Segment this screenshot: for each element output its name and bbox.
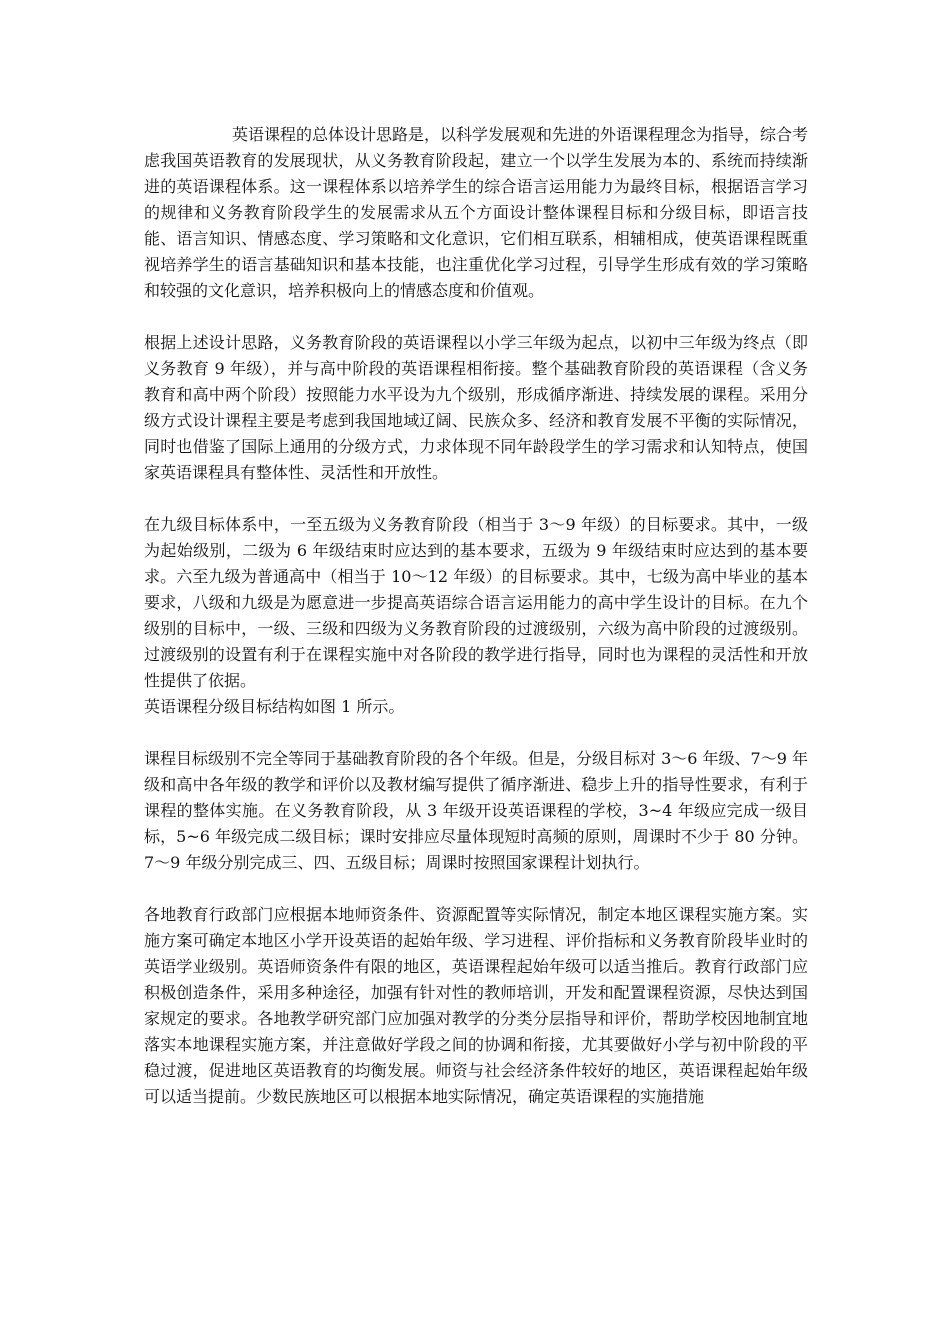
document-body bbox=[144, 122, 808, 1110]
paragraph-design-approach-text: 英语课程的总体设计思路是，以科学发展观和先进的外语课程理念为指导，综合考虑我国英语教育的发展现状，从义务教育阶段起，建立一个以学生发展为本的、系统而持续渐进的英语课程体系。这一课程体系以培养学生的综合语言运用能力为最终目标，根据语言学习的规律和义务教育阶段学生的发展需求从五个方面设计整体课程目标和分级目标，即语言技能、语言知识、情感态度、学习策略和文化意识，它们相互联系，相辅相成，使英语课程既重视培养学生的语言基础知识和基本技能，也注重优化学习过程，引导学生形成有效的学习策略和较强的文化意识，培养积极向上的情感态度和价值观。 bbox=[144, 125, 809, 300]
paragraph-nine-levels: 在九级目标体系中，一至五级为义务教育阶段（相当于 3～9 年级）的目标要求。其中，一级为起始级别，二级为 6 年级结束时应达到的基本要求，五级为 9 年级结束时应达到的基本要求。六至九级为普通高中（相当于 10～12 年级）的目标要求。其中，七级为高中毕业的基本要求，八级和九级是为愿意进一步提高英语综合语言运用能力的高中学生设计的目标。在九个级别的目标中，一级、三级和四级为义务教育阶段的过渡级别，六级为高中阶段的过渡级别。过渡级别的设置有利于在课程实施中对各阶段的教学进行指导，同时也为课程的灵活性和开放性提供了依据。 bbox=[144, 515, 808, 690]
paragraph-grade-structure: 根据上述设计思路，义务教育阶段的英语课程以小学三年级为起点，以初中三年级为终点（即义务教育 9 年级），并与高中阶段的英语课程相衔接。整个基础教育阶段的英语课程（含义务教育和高中两个阶段）按照能力水平设为九个级别，形成循序渐进、持续发展的课程。采用分级方式设计课程主要是考虑到我国地域辽阔、民族众多、经济和教育发展不平衡的实际情况，同时也借鉴了国际上通用的分级方式，力求体现不同年龄段学生的学习需求和认知特点，使国家英语课程具有整体性、灵活性和开放性。 bbox=[144, 333, 808, 482]
paragraph-local-implementation: 各地教育行政部门应根据本地师资条件、资源配置等实际情况，制定本地区课程实施方案。实施方案可确定本地区小学开设英语的起始年级、学习进程、评价指标和义务教育阶段毕业时的英语学业级别。英语师资条件有限的地区，英语课程起始年级可以适当推后。教育行政部门应积极创造条件，采用多种途径，加强有针对性的教师培训，开发和配置课程资源，尽快达到国家规定的要求。各地教学研究部门应加强对教学的分类分层指导和评价，帮助学校因地制宜地落实本地课程实施方案，并注意做好学段之间的协调和衔接，尤其要做好小学与初中阶段的平稳过渡，促进地区英语教育的均衡发展。师资与社会经济条件较好的地区，英语课程起始年级可以适当提前。少数民族地区可以根据本地实际情况，确定英语课程的实施措施 bbox=[144, 905, 808, 1106]
paragraph-level-vs-grade: 课程目标级别不完全等同于基础教育阶段的各个年级。但是，分级目标对 3～6 年级、7～9 年级和高中各年级的教学和评价以及教材编写提供了循序渐进、稳步上升的指导性要求，有利于课程的整体实施。在义务教育阶段，从 3 年级开设英语课程的学校，3~4 年级应完成一级目标，5~6 年级完成二级目标；课时安排应尽量体现短时高频的原则，周课时不少于 80 分钟。7～9 年级分别完成三、四、五级目标；周课时按照国家课程计划执行。 bbox=[144, 749, 808, 872]
paragraph-design-approach bbox=[144, 122, 808, 304]
paragraph-figure-reference: 英语课程分级目标结构如图 1 所示。 bbox=[144, 697, 405, 716]
